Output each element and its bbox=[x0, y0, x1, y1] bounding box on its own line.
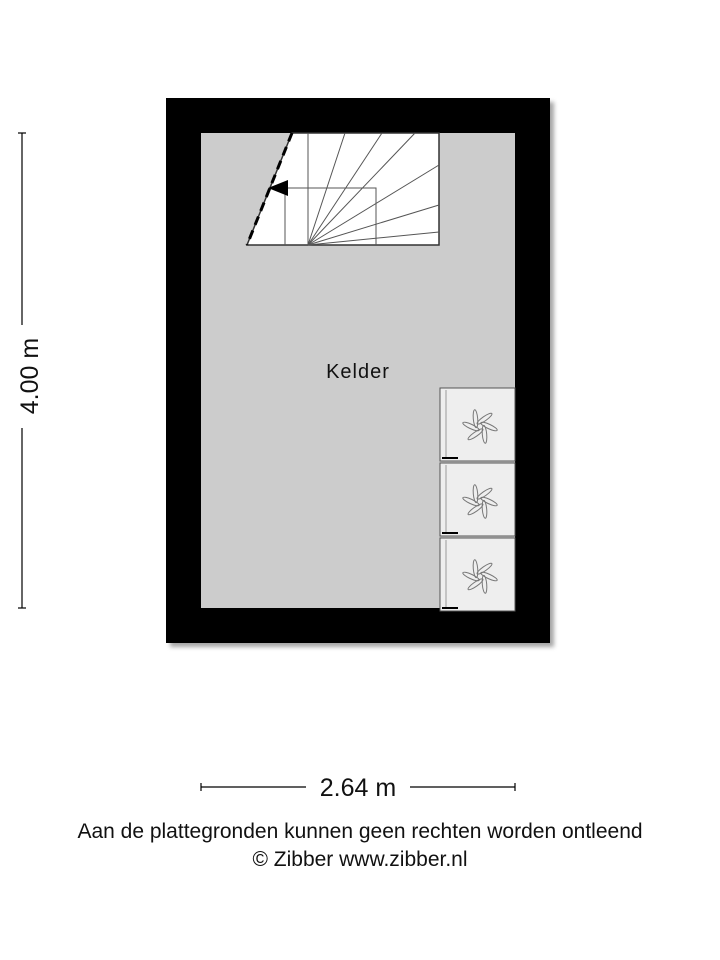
washer-dryer-unit bbox=[440, 463, 515, 536]
disclaimer-text: Aan de plattegronden kunnen geen rechten worden ontleend bbox=[77, 820, 643, 843]
washer-dryer-unit bbox=[440, 388, 515, 461]
width-dimension bbox=[201, 774, 515, 802]
copyright-text: © Zibber www.zibber.nl bbox=[252, 848, 468, 871]
washer-dryer-unit bbox=[440, 538, 515, 611]
room-label: Kelder bbox=[326, 361, 390, 383]
height-dimension-label: 4.00 m bbox=[16, 337, 44, 415]
width-dimension-label: 2.64 m bbox=[319, 774, 397, 802]
height-dimension bbox=[16, 133, 44, 608]
